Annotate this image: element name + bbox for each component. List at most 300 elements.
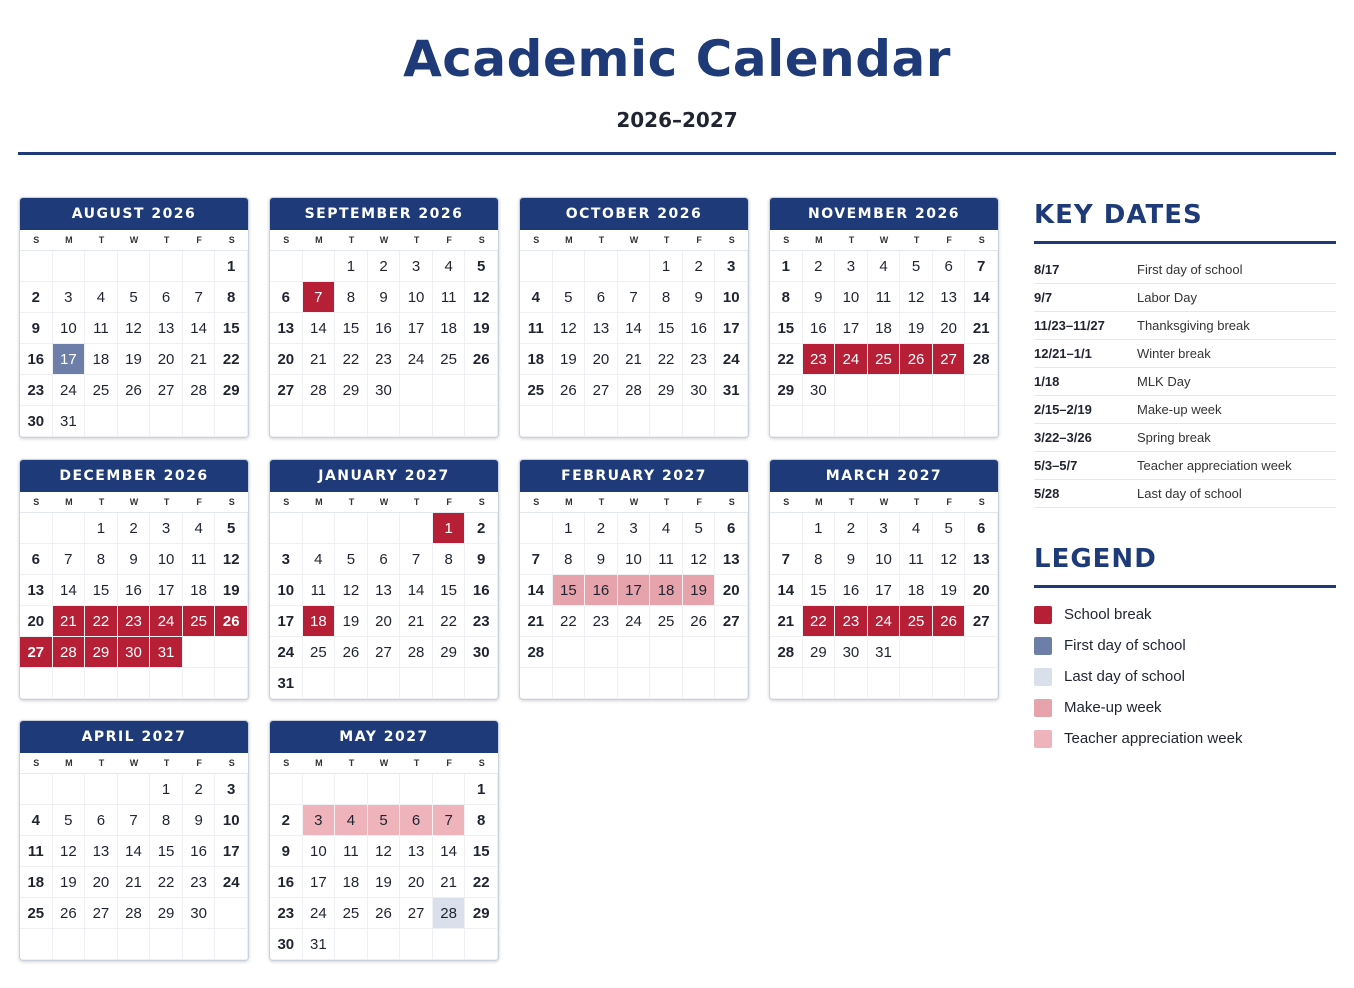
weekday-label: M bbox=[65, 235, 73, 245]
day-cell: 13 bbox=[270, 313, 303, 344]
day-cell: 21 bbox=[118, 867, 151, 898]
month-title: SEPTEMBER 2026 bbox=[270, 198, 498, 230]
day-cell: 12 bbox=[118, 313, 151, 344]
key-date-event: Spring break bbox=[1137, 430, 1211, 445]
day-cell: 5 bbox=[335, 544, 368, 575]
day-cell: 11 bbox=[303, 575, 336, 606]
day-cell: 2 bbox=[20, 282, 53, 313]
day-cell: 5 bbox=[118, 282, 151, 313]
day-cell: 21 bbox=[520, 606, 553, 637]
day-cell: 18 bbox=[85, 344, 118, 375]
day-cell: 27 bbox=[20, 637, 53, 668]
day-cell: 21 bbox=[400, 606, 433, 637]
day-cell: 18 bbox=[20, 867, 53, 898]
empty-day-cell bbox=[368, 929, 401, 960]
empty-day-cell bbox=[770, 668, 803, 699]
day-cell: 2 bbox=[683, 251, 716, 282]
empty-day-cell bbox=[433, 774, 466, 805]
month-title: APRIL 2027 bbox=[20, 721, 248, 753]
empty-day-cell bbox=[433, 668, 466, 699]
weekday-label: T bbox=[413, 497, 420, 507]
empty-day-cell bbox=[118, 406, 151, 437]
key-date-date: 3/22–3/26 bbox=[1034, 430, 1092, 445]
day-cell: 10 bbox=[215, 805, 248, 836]
day-cell: 25 bbox=[868, 344, 901, 375]
legend-label: School break bbox=[1064, 606, 1152, 623]
day-cell: 27 bbox=[150, 375, 183, 406]
weekday-label: F bbox=[446, 235, 452, 245]
weekday-label: S bbox=[283, 758, 290, 768]
empty-day-cell bbox=[933, 637, 966, 668]
day-cell: 6 bbox=[270, 282, 303, 313]
day-cell: 7 bbox=[183, 282, 216, 313]
day-cell: 2 bbox=[835, 513, 868, 544]
empty-day-cell bbox=[715, 637, 748, 668]
day-cell: 3 bbox=[618, 513, 651, 544]
day-cell: 4 bbox=[20, 805, 53, 836]
empty-day-cell bbox=[53, 513, 86, 544]
legend-divider bbox=[1034, 585, 1336, 588]
day-cell: 29 bbox=[150, 898, 183, 929]
day-cell: 12 bbox=[53, 836, 86, 867]
day-cell: 5 bbox=[933, 513, 966, 544]
day-cell: 30 bbox=[183, 898, 216, 929]
day-cell: 6 bbox=[368, 544, 401, 575]
day-grid bbox=[520, 513, 748, 699]
weekday-label: W bbox=[129, 758, 139, 768]
day-cell: 19 bbox=[215, 575, 248, 606]
weekday-label: T bbox=[163, 235, 170, 245]
day-cell: 5 bbox=[683, 513, 716, 544]
day-cell: 11 bbox=[20, 836, 53, 867]
empty-day-cell bbox=[520, 251, 553, 282]
weekday-label: S bbox=[728, 235, 735, 245]
day-cell: 23 bbox=[20, 375, 53, 406]
empty-day-cell bbox=[20, 668, 53, 699]
day-cell: 27 bbox=[715, 606, 748, 637]
empty-day-cell bbox=[150, 406, 183, 437]
weekday-header bbox=[270, 492, 498, 513]
empty-day-cell bbox=[335, 929, 368, 960]
day-grid bbox=[270, 251, 498, 437]
weekday-label: T bbox=[348, 497, 355, 507]
day-cell: 22 bbox=[803, 606, 836, 637]
day-cell: 10 bbox=[303, 836, 336, 867]
empty-day-cell bbox=[900, 637, 933, 668]
key-date-row bbox=[1034, 256, 1336, 284]
day-cell: 4 bbox=[183, 513, 216, 544]
day-cell: 4 bbox=[900, 513, 933, 544]
empty-day-cell bbox=[118, 668, 151, 699]
day-cell: 6 bbox=[20, 544, 53, 575]
day-cell: 23 bbox=[270, 898, 303, 929]
day-cell: 7 bbox=[618, 282, 651, 313]
empty-day-cell bbox=[770, 406, 803, 437]
day-cell: 17 bbox=[835, 313, 868, 344]
day-cell: 9 bbox=[118, 544, 151, 575]
weekday-label: S bbox=[533, 497, 540, 507]
day-cell: 16 bbox=[465, 575, 498, 606]
day-cell: 2 bbox=[270, 805, 303, 836]
day-cell: 15 bbox=[803, 575, 836, 606]
day-cell: 24 bbox=[150, 606, 183, 637]
day-cell: 30 bbox=[118, 637, 151, 668]
day-cell: 15 bbox=[650, 313, 683, 344]
day-cell: 31 bbox=[303, 929, 336, 960]
empty-day-cell bbox=[20, 251, 53, 282]
day-cell: 8 bbox=[335, 282, 368, 313]
day-cell: 20 bbox=[85, 867, 118, 898]
weekday-label: W bbox=[129, 235, 139, 245]
day-cell: 10 bbox=[150, 544, 183, 575]
key-date-row bbox=[1034, 340, 1336, 368]
day-cell: 24 bbox=[270, 637, 303, 668]
day-cell: 12 bbox=[368, 836, 401, 867]
day-cell: 30 bbox=[270, 929, 303, 960]
day-cell: 25 bbox=[85, 375, 118, 406]
day-cell: 18 bbox=[335, 867, 368, 898]
weekday-label: S bbox=[783, 235, 790, 245]
empty-day-cell bbox=[933, 375, 966, 406]
day-cell: 13 bbox=[933, 282, 966, 313]
empty-day-cell bbox=[85, 251, 118, 282]
day-cell: 3 bbox=[53, 282, 86, 313]
empty-day-cell bbox=[20, 929, 53, 960]
day-cell: 22 bbox=[650, 344, 683, 375]
empty-day-cell bbox=[683, 637, 716, 668]
empty-day-cell bbox=[183, 929, 216, 960]
empty-day-cell bbox=[650, 406, 683, 437]
key-date-event: Last day of school bbox=[1137, 486, 1242, 501]
day-cell: 5 bbox=[53, 805, 86, 836]
weekday-label: S bbox=[978, 235, 985, 245]
day-cell: 31 bbox=[715, 375, 748, 406]
day-cell: 6 bbox=[400, 805, 433, 836]
day-cell: 11 bbox=[650, 544, 683, 575]
day-cell: 9 bbox=[20, 313, 53, 344]
key-date-date: 9/7 bbox=[1034, 290, 1053, 305]
month-title: MAY 2027 bbox=[270, 721, 498, 753]
day-cell: 21 bbox=[618, 344, 651, 375]
empty-day-cell bbox=[868, 668, 901, 699]
day-cell: 3 bbox=[400, 251, 433, 282]
empty-day-cell bbox=[215, 929, 248, 960]
day-cell: 3 bbox=[868, 513, 901, 544]
day-cell: 11 bbox=[85, 313, 118, 344]
empty-day-cell bbox=[900, 668, 933, 699]
empty-day-cell bbox=[215, 668, 248, 699]
day-cell: 24 bbox=[400, 344, 433, 375]
empty-day-cell bbox=[150, 668, 183, 699]
key-date-date: 2/15–2/19 bbox=[1034, 402, 1092, 417]
empty-day-cell bbox=[520, 668, 553, 699]
empty-day-cell bbox=[150, 929, 183, 960]
day-cell: 25 bbox=[20, 898, 53, 929]
empty-day-cell bbox=[53, 774, 86, 805]
day-cell: 29 bbox=[335, 375, 368, 406]
empty-day-cell bbox=[465, 406, 498, 437]
weekday-header bbox=[20, 230, 248, 251]
day-cell: 24 bbox=[835, 344, 868, 375]
empty-day-cell bbox=[303, 406, 336, 437]
empty-day-cell bbox=[933, 668, 966, 699]
day-cell: 7 bbox=[118, 805, 151, 836]
legend-swatch bbox=[1034, 699, 1052, 717]
month-title: FEBRUARY 2027 bbox=[520, 460, 748, 492]
day-cell: 18 bbox=[183, 575, 216, 606]
weekday-label: T bbox=[163, 758, 170, 768]
weekday-label: F bbox=[446, 758, 452, 768]
empty-day-cell bbox=[85, 929, 118, 960]
month-card bbox=[519, 197, 749, 438]
day-cell: 11 bbox=[433, 282, 466, 313]
weekday-label: W bbox=[129, 497, 139, 507]
day-cell: 24 bbox=[715, 344, 748, 375]
empty-day-cell bbox=[400, 513, 433, 544]
day-cell: 8 bbox=[553, 544, 586, 575]
empty-day-cell bbox=[368, 774, 401, 805]
day-cell: 12 bbox=[933, 544, 966, 575]
empty-day-cell bbox=[803, 406, 836, 437]
day-cell: 26 bbox=[335, 637, 368, 668]
key-date-row bbox=[1034, 284, 1336, 312]
weekday-label: F bbox=[696, 235, 702, 245]
day-cell: 14 bbox=[770, 575, 803, 606]
day-grid bbox=[20, 774, 248, 960]
key-date-row bbox=[1034, 396, 1336, 424]
weekday-label: S bbox=[478, 497, 485, 507]
day-cell: 27 bbox=[585, 375, 618, 406]
empty-day-cell bbox=[20, 513, 53, 544]
day-cell: 30 bbox=[835, 637, 868, 668]
day-cell: 5 bbox=[215, 513, 248, 544]
day-cell: 23 bbox=[835, 606, 868, 637]
day-cell: 30 bbox=[368, 375, 401, 406]
day-cell: 1 bbox=[433, 513, 466, 544]
weekday-header bbox=[770, 492, 998, 513]
day-cell: 11 bbox=[520, 313, 553, 344]
key-date-row bbox=[1034, 452, 1336, 480]
day-cell: 1 bbox=[335, 251, 368, 282]
day-cell: 14 bbox=[118, 836, 151, 867]
day-cell: 27 bbox=[965, 606, 998, 637]
day-cell: 25 bbox=[433, 344, 466, 375]
day-cell: 29 bbox=[770, 375, 803, 406]
day-cell: 11 bbox=[868, 282, 901, 313]
empty-day-cell bbox=[965, 406, 998, 437]
day-cell: 9 bbox=[270, 836, 303, 867]
day-cell: 2 bbox=[585, 513, 618, 544]
empty-day-cell bbox=[335, 406, 368, 437]
day-cell: 27 bbox=[368, 637, 401, 668]
day-cell: 6 bbox=[585, 282, 618, 313]
day-cell: 22 bbox=[215, 344, 248, 375]
empty-day-cell bbox=[618, 251, 651, 282]
weekday-label: T bbox=[598, 497, 605, 507]
empty-day-cell bbox=[835, 406, 868, 437]
day-cell: 14 bbox=[183, 313, 216, 344]
month-title: JANUARY 2027 bbox=[270, 460, 498, 492]
day-cell: 10 bbox=[270, 575, 303, 606]
day-grid bbox=[520, 251, 748, 437]
page-subtitle: 2026–2027 bbox=[616, 108, 738, 132]
day-cell: 8 bbox=[433, 544, 466, 575]
empty-day-cell bbox=[868, 375, 901, 406]
day-cell: 3 bbox=[835, 251, 868, 282]
weekday-label: W bbox=[629, 497, 639, 507]
empty-day-cell bbox=[85, 406, 118, 437]
day-cell: 21 bbox=[770, 606, 803, 637]
day-cell: 13 bbox=[715, 544, 748, 575]
empty-day-cell bbox=[650, 668, 683, 699]
day-cell: 28 bbox=[433, 898, 466, 929]
day-cell: 11 bbox=[900, 544, 933, 575]
day-cell: 25 bbox=[335, 898, 368, 929]
day-cell: 9 bbox=[683, 282, 716, 313]
day-cell: 19 bbox=[335, 606, 368, 637]
weekday-label: S bbox=[228, 235, 235, 245]
day-cell: 16 bbox=[183, 836, 216, 867]
day-cell: 27 bbox=[85, 898, 118, 929]
day-cell: 13 bbox=[585, 313, 618, 344]
day-cell: 19 bbox=[683, 575, 716, 606]
empty-day-cell bbox=[683, 406, 716, 437]
empty-day-cell bbox=[553, 668, 586, 699]
weekday-label: F bbox=[196, 235, 202, 245]
empty-day-cell bbox=[303, 774, 336, 805]
day-cell: 29 bbox=[433, 637, 466, 668]
weekday-label: S bbox=[533, 235, 540, 245]
day-cell: 2 bbox=[183, 774, 216, 805]
day-cell: 23 bbox=[465, 606, 498, 637]
day-cell: 8 bbox=[770, 282, 803, 313]
weekday-header bbox=[520, 230, 748, 251]
day-cell: 26 bbox=[53, 898, 86, 929]
day-grid bbox=[270, 513, 498, 699]
day-cell: 12 bbox=[335, 575, 368, 606]
weekday-header bbox=[20, 753, 248, 774]
empty-day-cell bbox=[715, 668, 748, 699]
weekday-label: W bbox=[379, 497, 389, 507]
legend-label: Make-up week bbox=[1064, 699, 1162, 716]
day-cell: 19 bbox=[553, 344, 586, 375]
empty-day-cell bbox=[965, 668, 998, 699]
day-cell: 23 bbox=[585, 606, 618, 637]
weekday-label: T bbox=[913, 235, 920, 245]
day-cell: 15 bbox=[85, 575, 118, 606]
day-cell: 28 bbox=[520, 637, 553, 668]
weekday-label: S bbox=[228, 497, 235, 507]
day-cell: 21 bbox=[965, 313, 998, 344]
day-cell: 25 bbox=[183, 606, 216, 637]
empty-day-cell bbox=[965, 637, 998, 668]
empty-day-cell bbox=[183, 668, 216, 699]
day-grid bbox=[270, 774, 498, 960]
day-cell: 26 bbox=[215, 606, 248, 637]
day-cell: 23 bbox=[183, 867, 216, 898]
key-date-date: 12/21–1/1 bbox=[1034, 346, 1092, 361]
weekday-label: S bbox=[283, 235, 290, 245]
weekday-label: T bbox=[598, 235, 605, 245]
empty-day-cell bbox=[183, 406, 216, 437]
empty-day-cell bbox=[85, 774, 118, 805]
day-cell: 19 bbox=[933, 575, 966, 606]
day-cell: 24 bbox=[303, 898, 336, 929]
day-grid bbox=[770, 513, 998, 699]
empty-day-cell bbox=[368, 668, 401, 699]
day-cell: 11 bbox=[335, 836, 368, 867]
day-cell: 5 bbox=[900, 251, 933, 282]
weekday-label: F bbox=[196, 497, 202, 507]
day-cell: 9 bbox=[368, 282, 401, 313]
day-cell: 9 bbox=[803, 282, 836, 313]
weekday-label: M bbox=[315, 758, 323, 768]
empty-day-cell bbox=[835, 668, 868, 699]
day-cell: 22 bbox=[335, 344, 368, 375]
key-date-event: MLK Day bbox=[1137, 374, 1191, 389]
day-cell: 15 bbox=[433, 575, 466, 606]
day-cell: 5 bbox=[553, 282, 586, 313]
empty-day-cell bbox=[270, 774, 303, 805]
day-cell: 31 bbox=[53, 406, 86, 437]
day-cell: 2 bbox=[368, 251, 401, 282]
day-cell: 18 bbox=[868, 313, 901, 344]
day-cell: 29 bbox=[803, 637, 836, 668]
empty-day-cell bbox=[520, 513, 553, 544]
empty-day-cell bbox=[335, 668, 368, 699]
day-cell: 21 bbox=[303, 344, 336, 375]
month-card bbox=[769, 197, 999, 438]
day-cell: 28 bbox=[53, 637, 86, 668]
month-title: AUGUST 2026 bbox=[20, 198, 248, 230]
legend-label: Teacher appreciation week bbox=[1064, 730, 1243, 747]
key-date-date: 8/17 bbox=[1034, 262, 1060, 277]
legend-swatch bbox=[1034, 606, 1052, 624]
key-date-date: 11/23–11/27 bbox=[1034, 318, 1105, 333]
month-title: DECEMBER 2026 bbox=[20, 460, 248, 492]
day-cell: 1 bbox=[770, 251, 803, 282]
empty-day-cell bbox=[770, 513, 803, 544]
day-cell: 1 bbox=[85, 513, 118, 544]
key-date-event: Teacher appreciation week bbox=[1137, 458, 1292, 473]
key-date-row bbox=[1034, 424, 1336, 452]
day-cell: 7 bbox=[400, 544, 433, 575]
day-cell: 26 bbox=[933, 606, 966, 637]
day-cell: 29 bbox=[215, 375, 248, 406]
day-cell: 4 bbox=[303, 544, 336, 575]
day-cell: 22 bbox=[770, 344, 803, 375]
empty-day-cell bbox=[465, 375, 498, 406]
empty-day-cell bbox=[335, 513, 368, 544]
day-cell: 12 bbox=[553, 313, 586, 344]
empty-day-cell bbox=[85, 668, 118, 699]
day-cell: 10 bbox=[835, 282, 868, 313]
empty-day-cell bbox=[368, 406, 401, 437]
empty-day-cell bbox=[20, 774, 53, 805]
day-cell: 30 bbox=[465, 637, 498, 668]
day-cell: 23 bbox=[683, 344, 716, 375]
day-cell: 18 bbox=[900, 575, 933, 606]
day-cell: 8 bbox=[650, 282, 683, 313]
day-cell: 26 bbox=[683, 606, 716, 637]
key-date-row bbox=[1034, 480, 1336, 508]
legend-label: Last day of school bbox=[1064, 668, 1185, 685]
weekday-label: F bbox=[946, 497, 952, 507]
day-cell: 24 bbox=[868, 606, 901, 637]
day-cell: 25 bbox=[650, 606, 683, 637]
day-cell: 26 bbox=[900, 344, 933, 375]
day-cell: 27 bbox=[400, 898, 433, 929]
